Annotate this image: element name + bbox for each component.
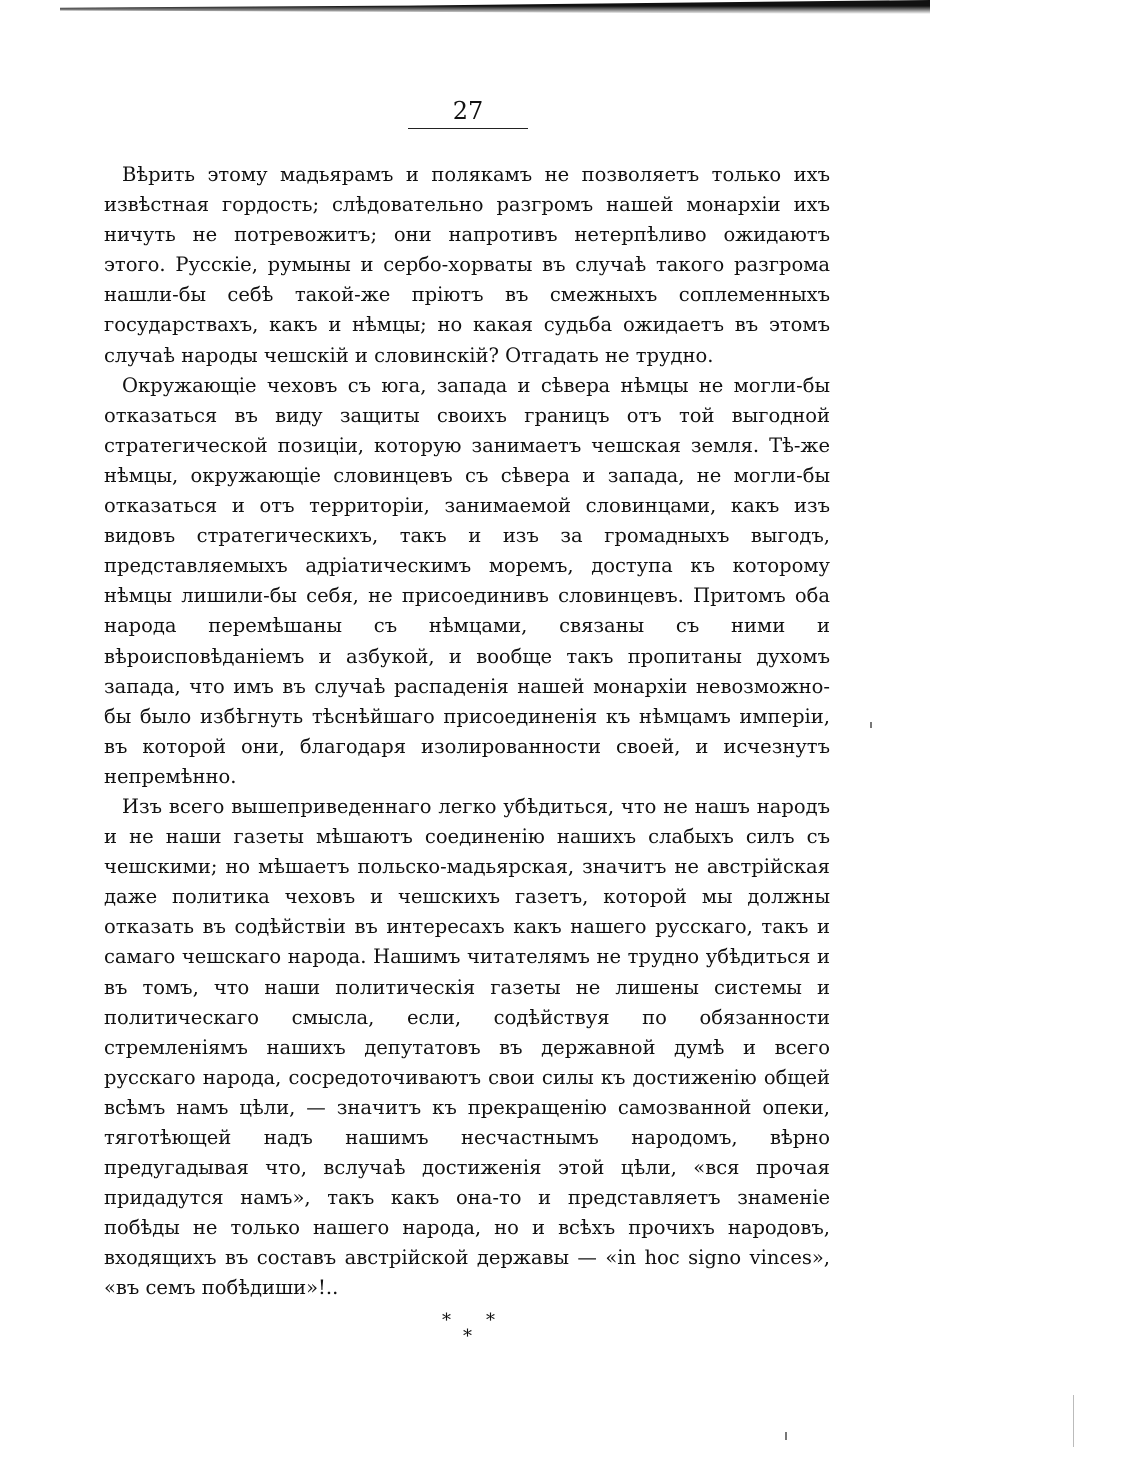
asterism-ornament [432,1312,512,1352]
body-text [104,160,830,1304]
paragraph-1: Вѣрить этому мадьярамъ и полякамъ не позволяетъ только ихъ извѣстная гордость; слѣдовательно разгромъ нашей монархіи ихъ ничуть не потревожитъ; они напротивъ нетерпѣливо ожидаютъ этого. Русскіе, румыны и сербо-хорваты въ случаѣ такого разгрома нашли-бы себѣ такой-же пріютъ въ смежныхъ соплеменныхъ государствахъ, какъ и нѣмцы; но какая судьба ожидаетъ въ этомъ случаѣ народы чешскій и словинскій? Отгадать не трудно. [104,163,830,367]
scan-mark [870,722,872,728]
scan-mark [1073,1395,1074,1447]
page-number-rule [408,128,528,129]
asterism-star: * [442,1310,451,1331]
page-number: 27 [452,97,484,125]
paragraph-2: Окружающіе чеховъ съ юга, запада и сѣвера нѣмцы не могли-бы отказаться въ виду защиты своихъ границъ отъ той выгодной стратегической позиціи, которую занимаетъ чешская земля. Тѣ-же нѣмцы, окружающіе словинцевъ съ сѣвера и запада, не могли-бы отказаться и отъ территоріи, занимаемой словинцами, какъ изъ видовъ стратегическихъ, такъ и изъ за громадныхъ выгодъ, представляемыхъ адріатическимъ моремъ, доступа къ которому нѣмцы лишили-бы себя, не присоединивъ словинцевъ. Притомъ оба народа перемѣшаны съ нѣмцами, связаны съ ними и вѣроисповѣданіемъ и азбукой, и вообще такъ пропитаны духомъ запада, что имъ въ случаѣ распаденія нашей монархіи невозможно-бы было избѣгнуть тѣснѣйшаго присоединенія къ нѣмцамъ имперіи, въ которой они, благодаря изолированности своей, и исчезнутъ непремѣнно. [104,373,830,788]
asterism-star: * [486,1310,495,1331]
asterism-star: * [463,1326,472,1347]
top-border-rule [60,0,930,14]
scan-mark [785,1432,787,1440]
paragraph-3: Изъ всего вышеприведеннаго легко убѣдиться, что не нашъ народъ и не наши газеты мѣшаютъ соединенію нашихъ слабыхъ силъ съ чешскими; но мѣшаетъ польско-мадьярская, значитъ не австрійская даже политика чеховъ и чешскихъ газетъ, которой мы должны отказать въ содѣйствіи въ интересахъ какъ нашего русскаго, такъ и самаго чешскаго народа. Нашимъ читателямъ не трудно убѣдиться и въ томъ, что наши политическія газеты не лишены системы и политическаго смысла, если, содѣйствуя по обязанности стремленіямъ нашихъ депутатовъ въ державной думѣ и всего русскаго народа, сосредоточиваютъ свои силы къ достиженію общей всѣмъ намъ цѣли, — значитъ къ прекращенію самозванной опеки, тяготѣющей надъ нашимъ несчастнымъ народомъ, вѣрно предугадывая что, вслучаѣ достиженія этой цѣли, «вся прочая придадутся намъ», такъ какъ она-то и представляетъ знаменіе побѣды не только нашего народа, но и всѣхъ прочихъ народовъ, входящихъ въ составъ австрійской державы — «in hoc signo vinces», «въ семъ побѣдиши»!.. [104,794,830,1300]
